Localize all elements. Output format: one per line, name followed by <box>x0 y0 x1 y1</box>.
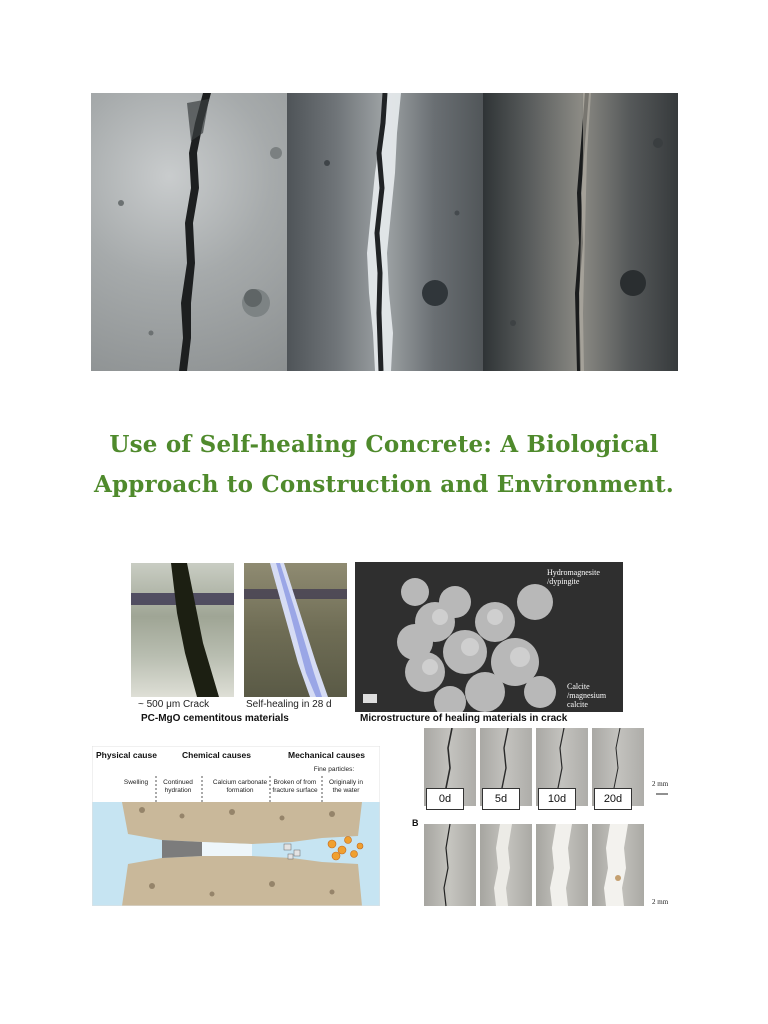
left-group-caption: PC-MgO cementitous materials <box>141 713 289 724</box>
originally-in-water-label: Originally in the water <box>329 779 363 794</box>
scale-label-b: 2 mm <box>652 898 669 906</box>
sem-micrograph <box>355 562 623 712</box>
crack-photo-untreated <box>91 93 287 371</box>
crack-closure-time-series <box>410 728 678 910</box>
fine-particles-label: Fine particles: <box>313 766 355 773</box>
crack-photo-healing <box>287 93 483 371</box>
day-label-20: 20d <box>594 788 632 810</box>
day-label-10: 10d <box>538 788 576 810</box>
healed-micrograph <box>244 563 347 697</box>
hero-crack-photos <box>91 93 678 371</box>
continued-hydration-label: Continued hydration <box>163 779 193 794</box>
physical-cause-header: Physical cause <box>96 750 157 760</box>
crack-caption: ~ 500 μm Crack <box>138 699 210 710</box>
right-group-caption: Microstructure of healing materials in crack <box>360 713 568 724</box>
healing-caption: Self-healing in 28 d <box>246 699 332 710</box>
calcium-carbonate-label: Calcium carbonate formation <box>212 779 268 794</box>
panel-b-label: B <box>412 818 419 828</box>
document-title: Use of Self-healing Concrete: A Biological Approach to Construction and Environment. <box>93 431 675 498</box>
crack-micrograph <box>131 563 234 697</box>
day-label-5: 5d <box>482 788 520 810</box>
swelling-label: Swelling <box>123 779 149 786</box>
chemical-causes-header: Chemical causes <box>182 750 251 760</box>
self-healing-mechanisms-diagram <box>92 746 380 906</box>
day-label-0: 0d <box>426 788 464 810</box>
scale-label-a: 2 mm <box>652 780 669 788</box>
broken-off-label: Broken of from fracture surface <box>272 779 318 794</box>
hydromagnesite-label: Hydromagnesite /dypingite <box>547 568 600 586</box>
crack-photo-healed <box>483 93 678 371</box>
mechanical-causes-header: Mechanical causes <box>288 750 366 760</box>
calcite-label: Calcite /magnesium calcite <box>567 682 607 709</box>
